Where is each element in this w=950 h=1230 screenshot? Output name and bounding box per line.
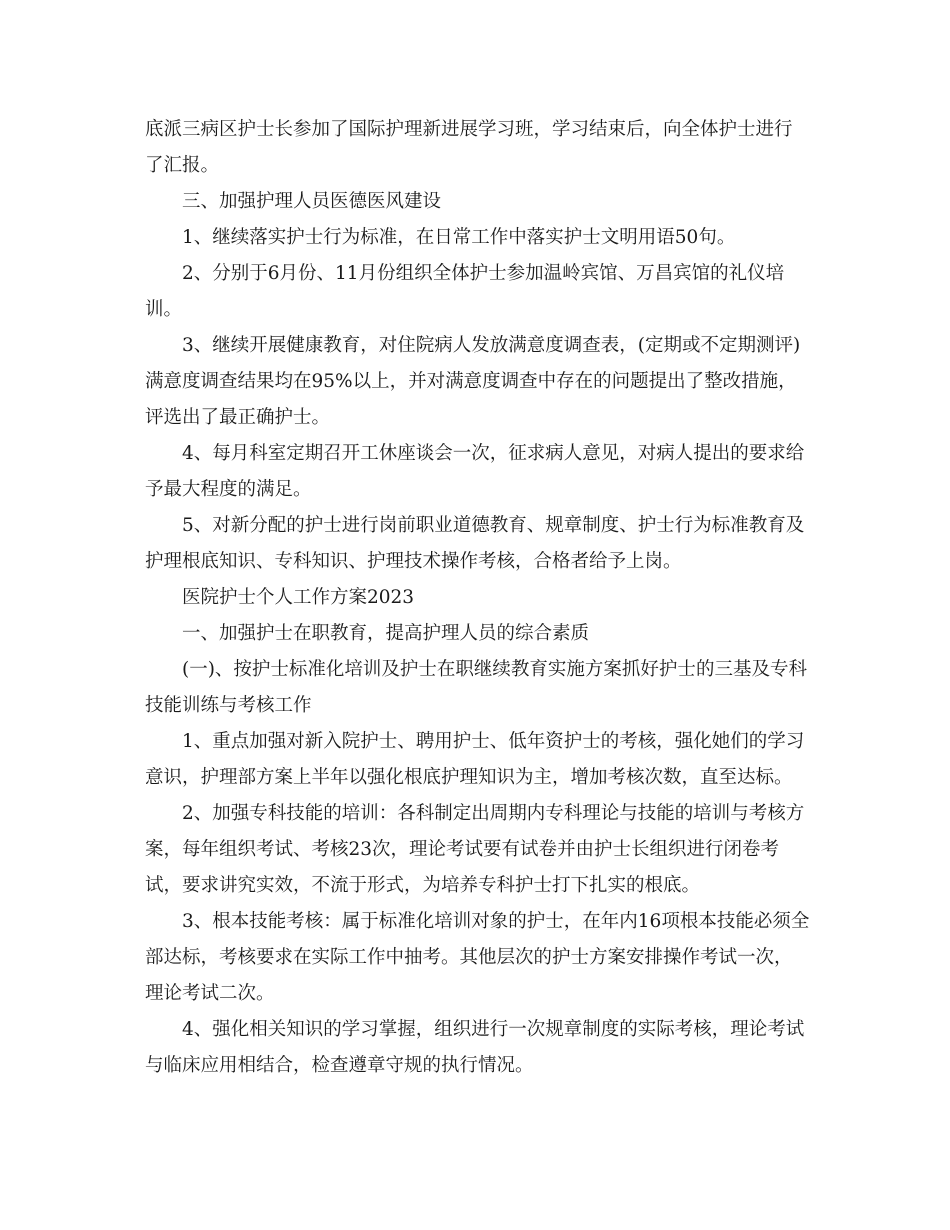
paragraph: 2、分别于6月份、11月份组织全体护士参加温岭宾馆、万昌宾馆的礼仪培训。 <box>145 263 785 320</box>
paragraph: 2、加强专科技能的培训：各科制定出周期内专科理论与技能的培训与考核方案，每年组织考试、考核23次，理论考试要有试卷并由护士长组织进行闭卷考试，要求讲究实效，不流于形式，为培养专科护士打下扎实的根底。 <box>145 803 805 896</box>
section-heading-medical-ethics: 三、加强护理人员医德医风建设 <box>182 191 442 212</box>
paragraph-continuation: 底派三病区护士长参加了国际护理新进展学习班，学习结束后，向全体护士进行了汇报。 <box>145 119 793 176</box>
paragraph: 3、继续开展健康教育，对住院病人发放满意度调查表，(定期或不定期测评)满意度调查结果均在95%以上，并对满意度调查中存在的问题提出了整改措施，评选出了最正确护士。 <box>145 335 801 428</box>
paragraph: 1、重点加强对新入院护士、聘用护士、低年资护士的考核，强化她们的学习意识，护理部方案上半年以强化根底护理知识为主，增加考核次数，直至达标。 <box>145 731 805 788</box>
paragraph: 3、根本技能考核：属于标准化培训对象的护士，在年内16项根本技能必须全部达标，考核要求在实际工作中抽考。其他层次的护士方案安排操作考试一次，理论考试二次。 <box>145 911 810 1004</box>
paragraph: 1、继续落实护士行为标准，在日常工作中落实护士文明用语50句。 <box>182 227 736 248</box>
document-body <box>145 112 810 1084</box>
section-heading-education: 一、加强护士在职教育，提高护理人员的综合素质 <box>182 623 590 644</box>
subsection-heading: (一)、按护士标准化培训及护士在职继续教育实施方案抓好护士的三基及专科技能训练与考核工作 <box>145 659 807 716</box>
document-title: 医院护士个人工作方案2023 <box>182 587 415 608</box>
paragraph: 4、每月科室定期召开工休座谈会一次，征求病人意见，对病人提出的要求给予最大程度的满足。 <box>145 443 805 500</box>
paragraph: 5、对新分配的护士进行岗前职业道德教育、规章制度、护士行为标准教育及护理根底知识、专科知识、护理技术操作考核，合格者给予上岗。 <box>145 515 805 572</box>
paragraph: 4、强化相关知识的学习掌握，组织进行一次规章制度的实际考核，理论考试与临床应用相结合，检查遵章守规的执行情况。 <box>145 1019 805 1076</box>
